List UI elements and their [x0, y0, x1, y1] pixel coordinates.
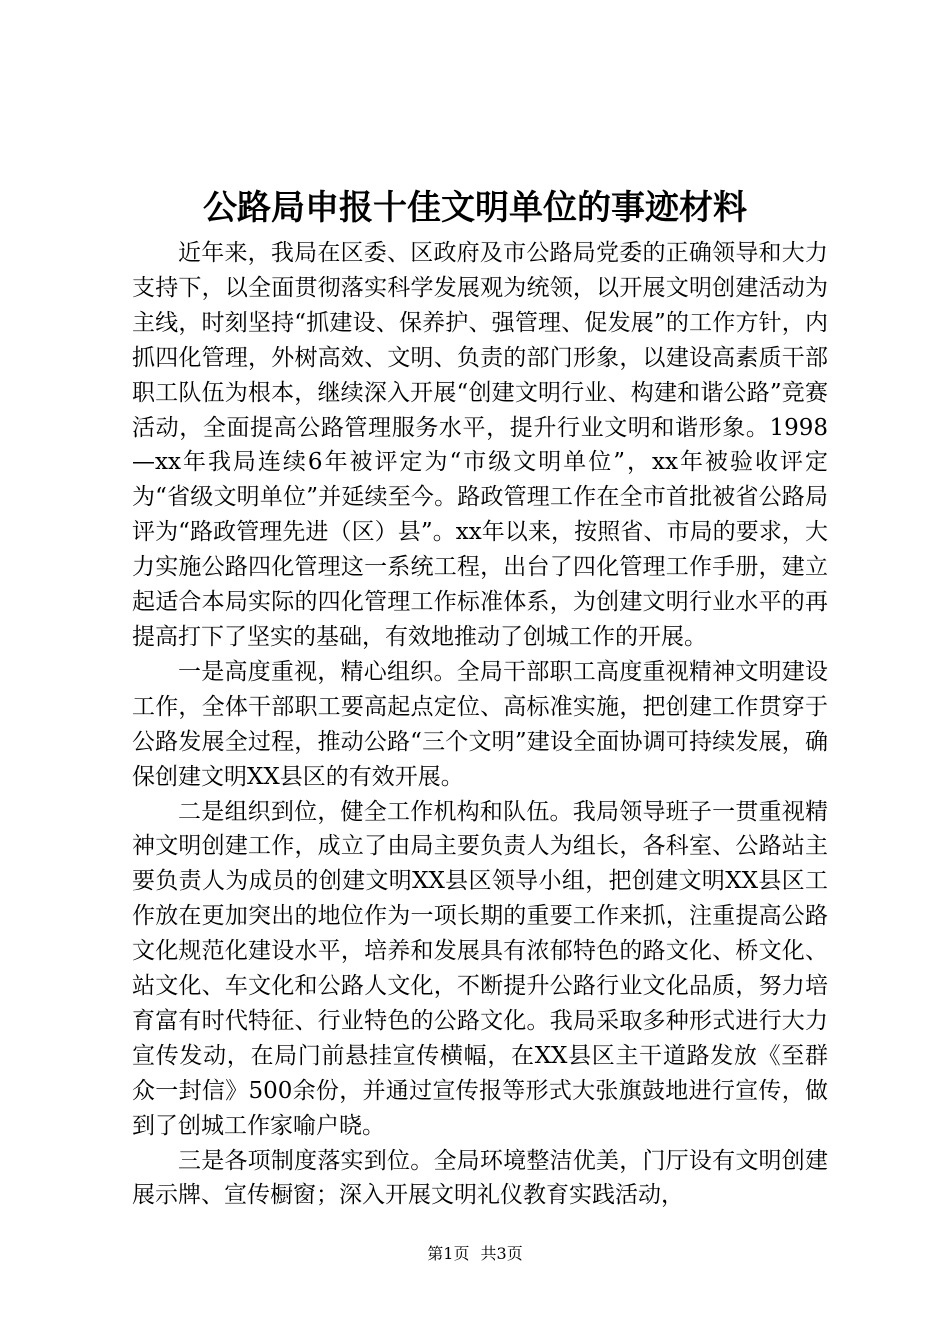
paragraph-point-one: 一是高度重视，精心组织。全局干部职工高度重视精神文明建设工作，全体干部职工要高起点定位、高标准实施，把创建工作贯穿于公路发展全过程，推动公路“三个文明”建设全面协调可持续发展，确保创建文明XX县区的有效开展。: [132, 658, 828, 790]
page-number: 第1页: [427, 1244, 470, 1263]
page-total: 共3页: [480, 1244, 523, 1263]
paragraph-point-three: 三是各项制度落实到位。全局环境整洁优美，门厅设有文明创建展示牌、宣传橱窗；深入开展文明礼仪教育实践活动，: [132, 1147, 828, 1209]
document-body: [132, 236, 828, 1213]
paragraph-point-two: 二是组织到位，健全工作机构和队伍。我局领导班子一贯重视精神文明创建工作，成立了由局主要负责人为组长，各科室、公路站主要负责人为成员的创建文明XX县区领导小组，把创建文明XX县区工作放在更加突出的地位作为一项长期的重要工作来抓，注重提高公路文化规范化建设水平，培养和发展具有浓郁特色的路文化、桥文化、站文化、车文化和公路人文化，不断提升公路行业文化品质，努力培育富有时代特征、行业特色的公路文化。我局采取多种形式进行大力宣传发动，在局门前悬挂宣传横幅，在XX县区主干道路发放《至群众一封信》500余份，并通过宣传报等形式大张旗鼓地进行宣传，做到了创城工作家喻户晓。: [132, 798, 828, 1139]
page-footer: [0, 1243, 950, 1265]
paragraph-intro: 近年来，我局在区委、区政府及市公路局党委的正确领导和大力支持下，以全面贯彻落实科学发展观为统领，以开展文明创建活动为主线，时刻坚持“抓建设、保养护、强管理、促发展”的工作方针，内抓四化管理，外树高效、文明、负责的部门形象，以建设高素质干部职工队伍为根本，继续深入开展“创建文明行业、构建和谐公路”竞赛活动，全面提高公路管理服务水平，提升行业文明和谐形象。1998—xx年我局连续6年被评定为“市级文明单位”，xx年被验收评定为“省级文明单位”并延续至今。路政管理工作在全市首批被省公路局评为“路政管理先进（区）县”。xx年以来，按照省、市局的要求，大力实施公路四化管理这一系统工程，出台了四化管理工作手册，建立起适合本局实际的四化管理工作标准体系，为创建文明行业水平的再提高打下了坚实的基础，有效地推动了创城工作的开展。: [132, 240, 828, 650]
document-title: 公路局申报十佳文明单位的事迹材料: [203, 188, 747, 228]
